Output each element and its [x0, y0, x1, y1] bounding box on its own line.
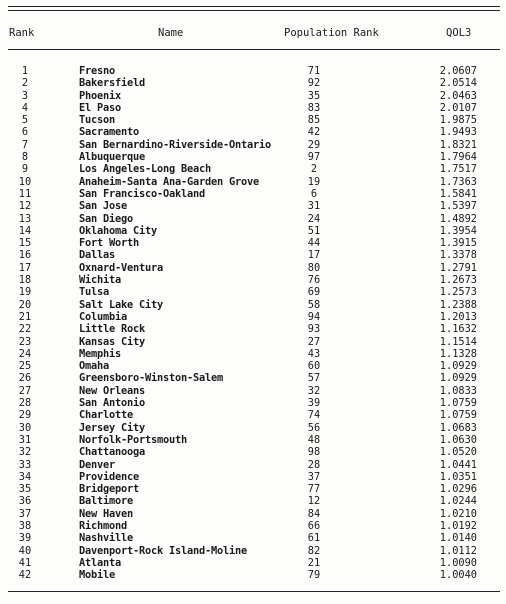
cell-rank: 5: [21, 114, 29, 127]
cell-qol3: 1.0244: [439, 495, 477, 508]
cell-name: Mobile: [79, 569, 115, 582]
cell-qol3: 1.2791: [439, 261, 477, 274]
table-row: [0, 225, 506, 237]
cell-qol3: 1.0833: [439, 384, 477, 397]
cell-qol3: 1.3954: [439, 224, 477, 237]
cell-name: Dallas: [79, 249, 115, 262]
cell-rank: 7: [21, 138, 29, 151]
cell-rank: 8: [21, 151, 29, 164]
cell-qol3: 1.0112: [439, 544, 477, 557]
cell-rank: 27: [18, 384, 32, 397]
table-row: [0, 446, 506, 458]
cell-rank: 21: [18, 310, 32, 323]
cell-qol3: 1.5841: [439, 187, 477, 200]
cell-rank: 29: [18, 409, 32, 422]
cell-qol3: 1.0090: [439, 556, 477, 569]
cell-name: Fort Worth: [79, 237, 139, 250]
table-row: [0, 139, 506, 151]
table-row: [0, 471, 506, 483]
cell-qol3: 1.0759: [439, 397, 477, 410]
cell-population-rank: 83: [307, 101, 321, 114]
cell-rank: 1: [21, 65, 29, 77]
cell-rank: 12: [18, 200, 32, 213]
table-row: [0, 508, 506, 520]
cell-qol3: 1.0210: [439, 507, 477, 520]
cell-name: San Francisco-Oakland: [79, 187, 205, 200]
cell-name: Nashville: [79, 532, 133, 545]
cell-rank: 26: [18, 372, 32, 385]
cell-population-rank: 80: [307, 261, 321, 274]
table-row: [0, 557, 506, 569]
cell-rank: 3: [21, 89, 29, 102]
cell-rank: 28: [18, 397, 32, 410]
cell-qol3: 1.0630: [439, 433, 477, 446]
cell-name: Albuquerque: [79, 151, 145, 164]
cell-population-rank: 44: [307, 237, 321, 250]
cell-qol3: 1.2673: [439, 274, 477, 287]
cell-qol3: 1.7517: [439, 163, 477, 176]
table-row: [0, 188, 506, 200]
cell-qol3: 1.7964: [439, 151, 477, 164]
cell-population-rank: 31: [307, 200, 321, 213]
cell-name: Denver: [79, 458, 115, 471]
cell-population-rank: 19: [307, 175, 321, 188]
header-name: Name: [158, 27, 184, 39]
table-row: [0, 545, 506, 557]
header-rank: Rank: [9, 27, 35, 39]
cell-qol3: 1.0759: [439, 409, 477, 422]
cell-name: Memphis: [79, 347, 121, 360]
table-row: [0, 483, 506, 495]
cell-name: San Diego: [79, 212, 133, 225]
cell-name: Tulsa: [79, 286, 109, 299]
cell-qol3: 1.3378: [439, 249, 477, 262]
table-row: [0, 569, 506, 581]
cell-name: Norfolk-Portsmouth: [79, 433, 187, 446]
cell-population-rank: 82: [307, 544, 321, 557]
table-row: [0, 77, 506, 89]
table-row: [0, 495, 506, 507]
cell-name: San Bernardino-Riverside-Ontario: [79, 138, 271, 151]
cell-population-rank: 92: [307, 77, 321, 90]
cell-rank: 38: [18, 519, 32, 532]
cell-qol3: 1.0683: [439, 421, 477, 434]
cell-name: Phoenix: [79, 89, 121, 102]
table-row: [0, 520, 506, 532]
cell-rank: 18: [18, 274, 32, 287]
top-rule-double: [8, 10, 500, 11]
cell-name: Little Rock: [79, 323, 145, 336]
cell-population-rank: 58: [307, 298, 321, 311]
cell-rank: 9: [21, 163, 29, 176]
table-row: [0, 397, 506, 409]
cell-rank: 37: [18, 507, 32, 520]
cell-name: Davenport-Rock Island-Moline: [79, 544, 247, 557]
top-rule: [8, 6, 500, 7]
cell-rank: 24: [18, 347, 32, 360]
cell-name: Los Angeles-Long Beach: [79, 163, 211, 176]
cell-rank: 31: [18, 433, 32, 446]
cell-population-rank: 93: [307, 323, 321, 336]
cell-rank: 16: [18, 249, 32, 262]
table-row: [0, 249, 506, 261]
cell-rank: 2: [21, 77, 29, 90]
cell-qol3: 1.1514: [439, 335, 477, 348]
cell-population-rank: 42: [307, 126, 321, 139]
table-row: [0, 336, 506, 348]
table-row: [0, 372, 506, 384]
cell-name: Bridgeport: [79, 483, 139, 496]
cell-population-rank: 69: [307, 286, 321, 299]
cell-population-rank: 27: [307, 335, 321, 348]
cell-rank: 30: [18, 421, 32, 434]
cell-name: Columbia: [79, 310, 127, 323]
cell-qol3: 1.0520: [439, 446, 477, 459]
cell-population-rank: 94: [307, 310, 321, 323]
table-row: [0, 126, 506, 138]
cell-rank: 25: [18, 360, 32, 373]
cell-qol3: 2.0607: [439, 65, 477, 77]
cell-rank: 17: [18, 261, 32, 274]
cell-name: Fresno: [79, 65, 115, 77]
cell-qol3: 1.2013: [439, 310, 477, 323]
cell-qol3: 1.0296: [439, 483, 477, 496]
table-row: [0, 65, 506, 77]
cell-population-rank: 6: [310, 187, 318, 200]
cell-name: Omaha: [79, 360, 109, 373]
table-row: [0, 348, 506, 360]
cell-name: Bakersfield: [79, 77, 145, 90]
cell-rank: 22: [18, 323, 32, 336]
cell-qol3: 1.8321: [439, 138, 477, 151]
cell-population-rank: 84: [307, 507, 321, 520]
table-row: [0, 151, 506, 163]
cell-population-rank: 76: [307, 274, 321, 287]
table-row: [0, 262, 506, 274]
header-rule: [8, 49, 500, 50]
cell-qol3: 1.4892: [439, 212, 477, 225]
cell-population-rank: 35: [307, 89, 321, 102]
cell-qol3: 1.0351: [439, 470, 477, 483]
cell-population-rank: 57: [307, 372, 321, 385]
cell-population-rank: 66: [307, 519, 321, 532]
cell-population-rank: 60: [307, 360, 321, 373]
header-qol3: QOL3: [446, 27, 472, 39]
cell-rank: 40: [18, 544, 32, 557]
table-row: [0, 200, 506, 212]
cell-qol3: 1.9493: [439, 126, 477, 139]
cell-name: Wichita: [79, 274, 121, 287]
cell-name: New Orleans: [79, 384, 145, 397]
cell-population-rank: 85: [307, 114, 321, 127]
table-row: [0, 102, 506, 114]
cell-population-rank: 61: [307, 532, 321, 545]
table-header: [0, 26, 506, 40]
cell-population-rank: 29: [307, 138, 321, 151]
table-row: [0, 274, 506, 286]
cell-name: San Jose: [79, 200, 127, 213]
cell-qol3: 1.1328: [439, 347, 477, 360]
cell-population-rank: 97: [307, 151, 321, 164]
cell-rank: 42: [18, 569, 32, 582]
cell-population-rank: 32: [307, 384, 321, 397]
cell-rank: 4: [21, 101, 29, 114]
table-row: [0, 176, 506, 188]
cell-name: Baltimore: [79, 495, 133, 508]
cell-name: Jersey City: [79, 421, 145, 434]
cell-population-rank: 79: [307, 569, 321, 582]
cell-population-rank: 71: [307, 65, 321, 77]
cell-rank: 41: [18, 556, 32, 569]
cell-qol3: 1.0140: [439, 532, 477, 545]
cell-name: Oxnard-Ventura: [79, 261, 163, 274]
header-population-rank: Population Rank: [284, 27, 379, 39]
cell-name: Charlotte: [79, 409, 133, 422]
cell-rank: 6: [21, 126, 29, 139]
cell-name: Chattanooga: [79, 446, 145, 459]
cell-rank: 13: [18, 212, 32, 225]
cell-population-rank: 17: [307, 249, 321, 262]
cell-rank: 36: [18, 495, 32, 508]
cell-rank: 14: [18, 224, 32, 237]
cell-rank: 34: [18, 470, 32, 483]
cell-qol3: 1.0040: [439, 569, 477, 582]
cell-qol3: 1.0441: [439, 458, 477, 471]
cell-qol3: 1.2573: [439, 286, 477, 299]
cell-name: Greensboro-Winston-Salem: [79, 372, 223, 385]
table-row: [0, 409, 506, 421]
cell-qol3: 1.9875: [439, 114, 477, 127]
table-row: [0, 323, 506, 335]
table-row: [0, 422, 506, 434]
cell-name: San Antonio: [79, 397, 145, 410]
table-row: [0, 286, 506, 298]
cell-population-rank: 21: [307, 556, 321, 569]
cell-name: Tucson: [79, 114, 115, 127]
cell-qol3: 1.0929: [439, 372, 477, 385]
cell-qol3: 1.1632: [439, 323, 477, 336]
table-row: [0, 385, 506, 397]
table-body: [0, 65, 506, 581]
cell-population-rank: 77: [307, 483, 321, 496]
cell-rank: 39: [18, 532, 32, 545]
cell-qol3: 1.2388: [439, 298, 477, 311]
cell-population-rank: 51: [307, 224, 321, 237]
cell-population-rank: 56: [307, 421, 321, 434]
cell-qol3: 1.3915: [439, 237, 477, 250]
cell-rank: 35: [18, 483, 32, 496]
cell-qol3: 2.0463: [439, 89, 477, 102]
cell-name: Oklahoma City: [79, 224, 157, 237]
cell-population-rank: 74: [307, 409, 321, 422]
cell-rank: 19: [18, 286, 32, 299]
table-row: [0, 237, 506, 249]
table-row: [0, 459, 506, 471]
cell-rank: 32: [18, 446, 32, 459]
table-row: [0, 532, 506, 544]
cell-name: Kansas City: [79, 335, 145, 348]
cell-qol3: 2.0514: [439, 77, 477, 90]
cell-qol3: 1.0192: [439, 519, 477, 532]
cell-name: New Haven: [79, 507, 133, 520]
table-row: [0, 213, 506, 225]
cell-name: Richmond: [79, 519, 127, 532]
cell-qol3: 2.0107: [439, 101, 477, 114]
cell-rank: 11: [18, 187, 32, 200]
bottom-rule: [8, 591, 500, 592]
table-row: [0, 90, 506, 102]
cell-population-rank: 39: [307, 397, 321, 410]
table-row: [0, 311, 506, 323]
cell-name: Sacramento: [79, 126, 139, 139]
cell-population-rank: 48: [307, 433, 321, 446]
cell-population-rank: 37: [307, 470, 321, 483]
cell-rank: 15: [18, 237, 32, 250]
cell-population-rank: 2: [310, 163, 318, 176]
cell-name: Providence: [79, 470, 139, 483]
cell-population-rank: 43: [307, 347, 321, 360]
table-row: [0, 360, 506, 372]
cell-population-rank: 98: [307, 446, 321, 459]
cell-qol3: 1.5397: [439, 200, 477, 213]
cell-population-rank: 24: [307, 212, 321, 225]
cell-name: Salt Lake City: [79, 298, 163, 311]
cell-rank: 10: [18, 175, 32, 188]
table-row: [0, 434, 506, 446]
cell-name: Atlanta: [79, 556, 121, 569]
table-row: [0, 114, 506, 126]
table-row: [0, 299, 506, 311]
table-row: [0, 163, 506, 175]
cell-name: Anaheim-Santa Ana-Garden Grove: [79, 175, 259, 188]
cell-qol3: 1.0929: [439, 360, 477, 373]
cell-population-rank: 12: [307, 495, 321, 508]
cell-qol3: 1.7363: [439, 175, 477, 188]
cell-rank: 33: [18, 458, 32, 471]
cell-rank: 23: [18, 335, 32, 348]
cell-name: El Paso: [79, 101, 121, 114]
cell-rank: 20: [18, 298, 32, 311]
cell-population-rank: 28: [307, 458, 321, 471]
